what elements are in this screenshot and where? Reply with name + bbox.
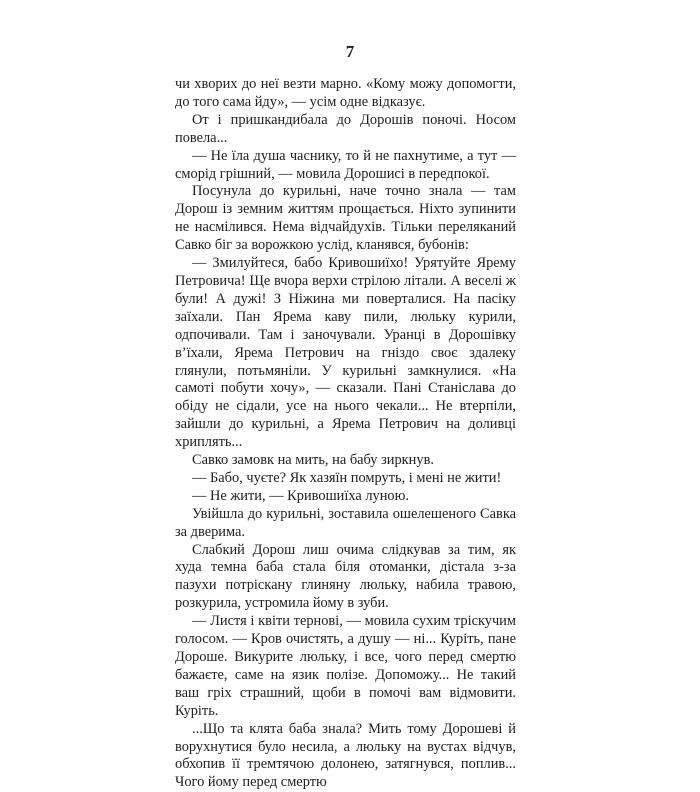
paragraph: Савко замовк на мить, на бабу зиркнув. bbox=[192, 452, 434, 469]
paragraph: Слабкий Дорош лиш очима слідкував за тим, як худа темна баба стала біля отоманки, дістала з-за пазухи потріскану глиняну люльку, набила травою, розкурила, устромила йому в зуби. bbox=[175, 541, 516, 612]
paragraph: — Бабо, чуєте? Як хазяїн помруть, і мені не жити! bbox=[192, 469, 502, 486]
paragraph: Посунула до курильні, наче точно знала — там Дорош із земним життям прощається. Ніхто зупинити не насмілився. Нема відчайдухів. Тільки переляканий Савко біг за ворожкою услід, кланявся, бубонів: bbox=[175, 183, 516, 254]
paragraph: От і пришкандибала до Дорошів поночі. Носом повела... bbox=[175, 111, 516, 146]
body-text bbox=[175, 76, 516, 792]
paragraph: — Змилуйтеся, бабо Кривошиїхо! Урятуйте Ярему Петровича! Ще вчора верхи стрілою літали. А веселі ж були! А дужі! З Ніжина ми поверталися. На пасіку заїхали. Пан Ярема каву пили, люльку курили, одпочивали. Там і заночували. Уранці в Дорошівку в’їхали, Ярема Петрович на гніздо своє здалеку глянули, потьмяніли. У курильні замкнулися. «На самоті побути хочу», — сказали. Пані Станіслава до обіду не сідали, усе на нього чекали... Не втерпіли, зайшли до курильні, а Ярема Петрович на доливці хриплять... bbox=[175, 255, 516, 451]
paragraph: Увійшла до курильні, зоставила ошелешеного Савка за дверима. bbox=[175, 505, 516, 540]
paragraph: ...Що та клята баба знала? Мить тому Дорошеві й ворухнутися було несила, а люльку на вустах відчув, обхопив її тремтячою долонею, затягнувся, поплив... Чого йому перед смертю bbox=[175, 720, 516, 791]
paragraph: — Не їла душа часнику, то й не пахнутиме, а тут — сморід грішний, — мовила Дорошисі в передпокої. bbox=[175, 147, 516, 182]
page-number: 7 bbox=[345, 42, 355, 61]
paragraph: — Листя і квіти тернові, — мовила сухим тріскучим голосом. — Кров очистять, а душу — ні... Куріть, пане Дороше. Викурите люльку, і все, чого перед смертю бажаєте, саме на язик полізе. Допоможу... Не такий ваш гріх страшний, щоби в помочі вам відмовити. Куріть. bbox=[175, 613, 516, 719]
paragraph: — Не жити, — Кривошиїха луною. bbox=[192, 487, 409, 504]
paragraph: чи хворих до неї везти марно. «Кому можу допомогти, до того сама йду», — усім одне відказує. bbox=[175, 76, 516, 110]
